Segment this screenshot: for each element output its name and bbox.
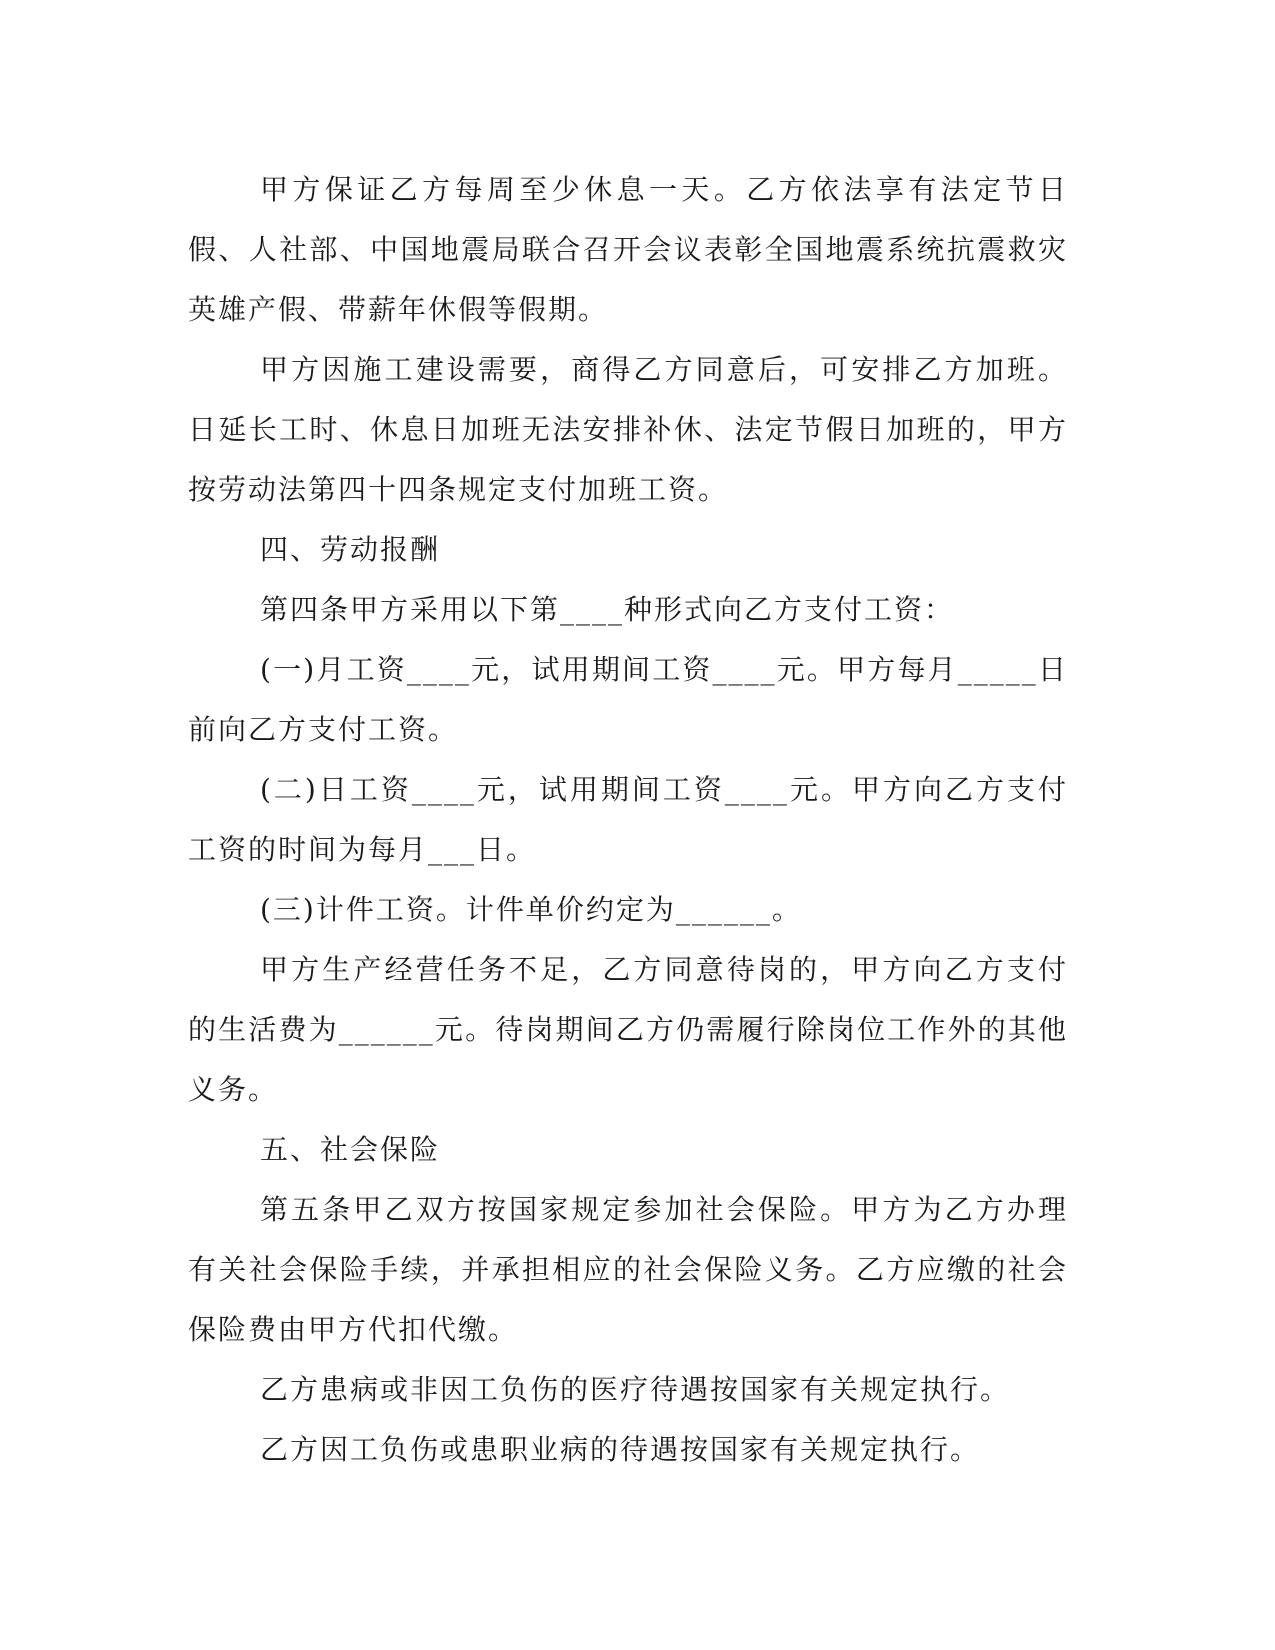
paragraph-medical-treatment: 乙方患病或非因工负伤的医疗待遇按国家有关规定执行。 xyxy=(260,1373,1011,1406)
paragraph-article-5: 第五条甲乙双方按国家规定参加社会保险。甲方为乙方办理有关社会保险手续，并承担相应的社会保险义务。乙方应缴的社会保险费由甲方代扣代缴。 xyxy=(188,1193,1068,1346)
document-body xyxy=(188,160,1068,1480)
paragraph-overtime: 甲方因施工建设需要，商得乙方同意后，可安排乙方加班。日延长工时、休息日加班无法安排补休、法定节假日加班的，甲方按劳动法第四十四条规定支付加班工资。 xyxy=(188,353,1068,506)
section-heading-social-insurance: 五、社会保险 xyxy=(260,1133,441,1166)
paragraph-monthly-wage: (一)月工资____元，试用期间工资____元。甲方每月_____日前向乙方支付工资。 xyxy=(188,653,1068,746)
paragraph-work-injury: 乙方因工负伤或患职业病的待遇按国家有关规定执行。 xyxy=(260,1433,981,1466)
section-heading-remuneration: 四、劳动报酬 xyxy=(260,533,441,566)
paragraph-article-4: 第四条甲方采用以下第____种形式向乙方支付工资： xyxy=(260,593,955,626)
paragraph-rest-days: 甲方保证乙方每周至少休息一天。乙方依法享有法定节日假、人社部、中国地震局联合召开会议表彰全国地震系统抗震救灾英雄产假、带薪年休假等假期。 xyxy=(188,173,1068,326)
paragraph-standby-allowance: 甲方生产经营任务不足，乙方同意待岗的，甲方向乙方支付的生活费为______元。待岗期间乙方仍需履行除岗位工作外的其他义务。 xyxy=(188,953,1068,1106)
paragraph-piece-wage: (三)计件工资。计件单价约定为______。 xyxy=(260,893,802,926)
paragraph-daily-wage: (二)日工资____元，试用期间工资____元。甲方向乙方支付工资的时间为每月___日。 xyxy=(188,773,1068,866)
